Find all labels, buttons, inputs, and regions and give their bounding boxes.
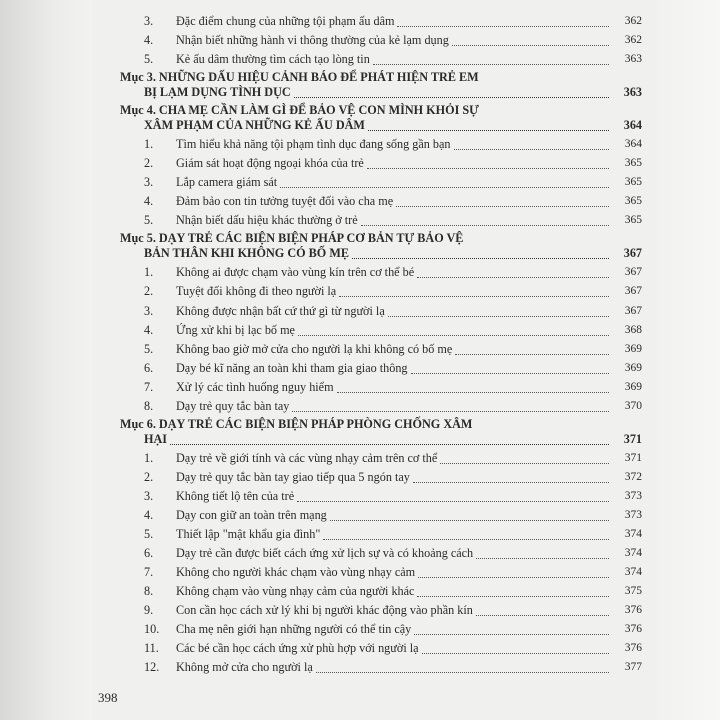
entry-title: Thiết lập "mật khẩu gia đình" bbox=[176, 526, 321, 541]
toc-entry bbox=[120, 620, 642, 639]
entry-page: 377 bbox=[624, 661, 642, 674]
entry-number: 5. bbox=[144, 213, 154, 228]
dot-leader bbox=[292, 411, 609, 412]
entry-title: Dạy trẻ về giới tính và các vùng nhạy cảm trên cơ thể bbox=[176, 450, 438, 465]
section-heading-line1: Mục 6. DẠY TRẺ CÁC BIỆN BIỆN PHÁP PHÒNG CHỐNG XÂM bbox=[120, 416, 473, 431]
entry-title: Không tiết lộ tên của trẻ bbox=[176, 488, 295, 503]
entry-page: 365 bbox=[624, 176, 642, 189]
entry-page: 374 bbox=[624, 566, 642, 579]
entry-title: Xử lý các tình huống nguy hiểm bbox=[176, 379, 334, 394]
entry-title: Nhận biết những hành vi thông thường của kẻ lạm dụng bbox=[176, 33, 449, 48]
entry-number: 3. bbox=[144, 488, 154, 503]
entry-title: Nhận biết dấu hiệu khác thường ở trẻ bbox=[176, 213, 358, 228]
entry-title: Không mở cửa cho người lạ bbox=[176, 660, 313, 675]
entry-title: Đảm bảo con tin tưởng tuyệt đối vào cha mẹ bbox=[176, 194, 394, 209]
entry-title: Không ai được chạm vào vùng kín trên cơ thể bé bbox=[176, 265, 415, 280]
entry-title: Kẻ ấu dâm thường tìm cách tạo lòng tin bbox=[176, 52, 370, 67]
toc-entry bbox=[120, 449, 642, 468]
entry-page: 365 bbox=[624, 157, 642, 170]
entry-number: 9. bbox=[144, 603, 154, 618]
entry-title: Không được nhận bất cứ thứ gì từ người lạ bbox=[176, 303, 385, 318]
entry-number: 5. bbox=[144, 341, 154, 356]
dot-leader bbox=[368, 130, 609, 131]
entry-number: 6. bbox=[144, 360, 154, 375]
toc-entry bbox=[120, 397, 642, 416]
entry-number: 3. bbox=[144, 14, 154, 29]
dot-leader bbox=[417, 596, 609, 597]
dot-leader bbox=[397, 26, 609, 27]
dot-leader bbox=[388, 316, 609, 317]
toc-entry bbox=[120, 12, 642, 31]
section-heading bbox=[120, 230, 642, 263]
entry-page: 362 bbox=[624, 15, 642, 28]
dot-leader bbox=[339, 296, 609, 297]
entry-page: 373 bbox=[624, 489, 642, 502]
entry-number: 12. bbox=[144, 660, 160, 675]
dot-leader bbox=[476, 615, 609, 616]
dot-leader bbox=[337, 392, 609, 393]
toc-entry bbox=[120, 135, 642, 154]
entry-title: Lắp camera giám sát bbox=[176, 175, 278, 190]
entry-page: 369 bbox=[624, 361, 642, 374]
entry-number: 4. bbox=[144, 194, 154, 209]
toc-entry bbox=[120, 263, 642, 282]
toc-entry bbox=[120, 321, 642, 340]
entry-page: 369 bbox=[624, 380, 642, 393]
toc-entry bbox=[120, 340, 642, 359]
dot-leader bbox=[361, 225, 609, 226]
toc-entry bbox=[120, 31, 642, 50]
dot-leader bbox=[170, 444, 609, 445]
section-heading-line2 bbox=[120, 246, 642, 263]
entry-title: Giám sát hoạt động ngoại khóa của trẻ bbox=[176, 156, 364, 171]
section-page: 367 bbox=[623, 246, 642, 261]
entry-page: 370 bbox=[624, 399, 642, 412]
entry-number: 8. bbox=[144, 584, 154, 599]
entry-number: 3. bbox=[144, 175, 154, 190]
toc-entry bbox=[120, 301, 642, 320]
toc-entry bbox=[120, 468, 642, 487]
entry-page: 374 bbox=[624, 547, 642, 560]
dot-leader bbox=[414, 634, 609, 635]
section-heading-continuation: BỊ LẠM DỤNG TÌNH DỤC bbox=[144, 85, 291, 100]
toc-entry bbox=[120, 563, 642, 582]
dot-leader bbox=[298, 335, 609, 336]
page-shadow-left bbox=[0, 0, 92, 720]
entry-title: Không cho người khác chạm vào vùng nhạy cảm bbox=[176, 565, 416, 580]
section-heading bbox=[120, 102, 642, 135]
entry-number: 6. bbox=[144, 546, 154, 561]
entry-title: Ứng xử khi bị lạc bố mẹ bbox=[176, 322, 295, 337]
section-heading-line1: Mục 3. NHỮNG DẤU HIỆU CẢNH BÁO ĐỂ PHÁT HIỆN TRẺ EM bbox=[120, 70, 479, 85]
toc-entry bbox=[120, 487, 642, 506]
dot-leader bbox=[396, 206, 609, 207]
entry-title: Dạy trẻ quy tắc bàn tay giao tiếp qua 5 ngón tay bbox=[176, 469, 410, 484]
section-page: 364 bbox=[623, 118, 642, 133]
entry-page: 372 bbox=[624, 470, 642, 483]
dot-leader bbox=[373, 64, 609, 65]
dot-leader bbox=[297, 501, 609, 502]
toc-entry bbox=[120, 582, 642, 601]
section-heading-continuation: XÂM PHẠM CỦA NHỮNG KẺ ẤU DÂM bbox=[144, 118, 365, 133]
entry-title: Tìm hiểu khả năng tội phạm tình dục đang sống gần bạn bbox=[176, 137, 451, 152]
toc-entry bbox=[120, 211, 642, 230]
entry-title: Cha mẹ nên giới hạn những người có thể tin cậy bbox=[176, 622, 412, 637]
dot-leader bbox=[316, 672, 609, 673]
entry-number: 8. bbox=[144, 398, 154, 413]
entry-number: 5. bbox=[144, 52, 154, 67]
dot-leader bbox=[367, 168, 609, 169]
page-number: 398 bbox=[98, 690, 118, 705]
toc-entry bbox=[120, 192, 642, 211]
entry-page: 374 bbox=[624, 527, 642, 540]
dot-leader bbox=[418, 577, 609, 578]
section-heading-continuation: BẢN THÂN KHI KHÔNG CÓ BỐ MẸ bbox=[144, 246, 349, 261]
entry-title: Con cần học cách xử lý khi bị người khác động vào phần kín bbox=[176, 603, 473, 618]
dot-leader bbox=[476, 558, 609, 559]
dot-leader bbox=[294, 97, 609, 98]
dot-leader bbox=[422, 653, 609, 654]
entry-title: Các bé cần học cách ứng xử phù hợp với người lạ bbox=[176, 641, 419, 656]
dot-leader bbox=[455, 354, 609, 355]
section-heading-line1: Mục 4. CHA MẸ CẦN LÀM GÌ ĐỂ BẢO VỆ CON MÌNH KHỎI SỰ bbox=[120, 103, 479, 118]
entry-number: 5. bbox=[144, 526, 154, 541]
entry-page: 362 bbox=[624, 34, 642, 47]
book-page bbox=[92, 0, 656, 720]
entry-page: 373 bbox=[624, 508, 642, 521]
entry-title: Đặc điểm chung của những tội phạm ấu dâm bbox=[176, 14, 395, 29]
entry-number: 2. bbox=[144, 284, 154, 299]
entry-title: Không chạm vào vùng nhạy cảm của người khác bbox=[176, 584, 415, 599]
entry-page: 376 bbox=[624, 623, 642, 636]
entry-page: 375 bbox=[624, 585, 642, 598]
entry-number: 10. bbox=[144, 622, 160, 637]
dot-leader bbox=[454, 149, 609, 150]
entry-title: Dạy trẻ cần được biết cách ứng xử lịch sự và có khoảng cách bbox=[176, 546, 474, 561]
entry-title: Dạy bé kĩ năng an toàn khi tham gia giao thông bbox=[176, 360, 408, 375]
section-heading-line2 bbox=[120, 85, 642, 102]
entry-number: 4. bbox=[144, 322, 154, 337]
toc-entry bbox=[120, 506, 642, 525]
toc-entry bbox=[120, 378, 642, 397]
toc-entry bbox=[120, 601, 642, 620]
entry-page: 367 bbox=[624, 304, 642, 317]
dot-leader bbox=[330, 520, 609, 521]
toc-entry bbox=[120, 544, 642, 563]
entry-number: 11. bbox=[144, 641, 159, 656]
entry-number: 7. bbox=[144, 379, 154, 394]
toc-entry bbox=[120, 50, 642, 69]
entry-page: 376 bbox=[624, 642, 642, 655]
entry-number: 2. bbox=[144, 156, 154, 171]
dot-leader bbox=[352, 258, 609, 259]
entry-page: 363 bbox=[624, 53, 642, 66]
entry-title: Tuyệt đối không đi theo người lạ bbox=[176, 284, 337, 299]
section-heading-line2 bbox=[120, 118, 642, 135]
entry-page: 371 bbox=[624, 451, 642, 464]
entry-page: 365 bbox=[624, 195, 642, 208]
section-heading bbox=[120, 416, 642, 449]
entry-title: Dạy trẻ quy tắc bàn tay bbox=[176, 398, 290, 413]
entry-number: 4. bbox=[144, 507, 154, 522]
entry-number: 1. bbox=[144, 265, 154, 280]
section-page: 363 bbox=[623, 85, 642, 100]
toc-entry bbox=[120, 658, 642, 677]
dot-leader bbox=[452, 45, 609, 46]
entry-page: 369 bbox=[624, 342, 642, 355]
entry-number: 1. bbox=[144, 450, 154, 465]
entry-page: 368 bbox=[624, 323, 642, 336]
entry-number: 1. bbox=[144, 137, 154, 152]
page-edge-right bbox=[656, 0, 720, 720]
section-page: 371 bbox=[623, 431, 642, 446]
entry-page: 367 bbox=[624, 285, 642, 298]
toc-entry bbox=[120, 154, 642, 173]
dot-leader bbox=[280, 187, 609, 188]
dot-leader bbox=[440, 463, 609, 464]
dot-leader bbox=[413, 482, 609, 483]
entry-title: Không bao giờ mở cửa cho người lạ khi không có bố mẹ bbox=[176, 341, 453, 356]
entry-number: 3. bbox=[144, 303, 154, 318]
section-heading-line2 bbox=[120, 432, 642, 449]
toc-entry bbox=[120, 282, 642, 301]
toc-entry bbox=[120, 359, 642, 378]
table-of-contents bbox=[120, 12, 642, 677]
dot-leader bbox=[411, 373, 609, 374]
toc-entry bbox=[120, 639, 642, 658]
entry-number: 7. bbox=[144, 565, 154, 580]
entry-number: 2. bbox=[144, 469, 154, 484]
section-heading-line1: Mục 5. DẠY TRẺ CÁC BIỆN BIỆN PHÁP CƠ BẢN TỰ BẢO VỆ bbox=[120, 231, 464, 246]
section-heading bbox=[120, 69, 642, 102]
entry-page: 364 bbox=[624, 138, 642, 151]
dot-leader bbox=[417, 277, 609, 278]
entry-page: 376 bbox=[624, 604, 642, 617]
entry-page: 365 bbox=[624, 214, 642, 227]
entry-number: 4. bbox=[144, 33, 154, 48]
section-heading-continuation: HẠI bbox=[144, 431, 168, 446]
entry-title: Dạy con giữ an toàn trên mạng bbox=[176, 507, 327, 522]
toc-entry bbox=[120, 525, 642, 544]
toc-entry bbox=[120, 173, 642, 192]
entry-page: 367 bbox=[624, 266, 642, 279]
dot-leader bbox=[323, 539, 609, 540]
